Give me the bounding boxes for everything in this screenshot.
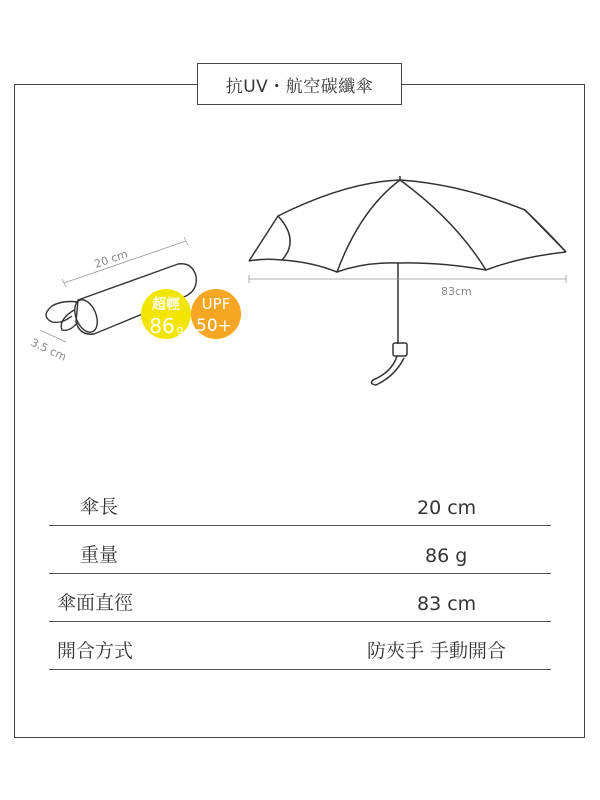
- open-diameter-label: 83cm: [441, 285, 472, 298]
- light-badge-weight: 86: [149, 314, 175, 338]
- upf-badge-line1: UPF: [201, 295, 231, 313]
- spec-value: 20 cm: [417, 497, 477, 519]
- folded-length-label: 20 cm: [92, 247, 130, 271]
- light-badge-line1: 超輕: [152, 297, 180, 313]
- spec-label: 傘長: [80, 496, 119, 518]
- upf-badge-line2: 50+: [196, 316, 232, 336]
- spec-label: 開合方式: [57, 640, 134, 662]
- folded-length-dimension: [62, 237, 188, 287]
- spec-label: 重量: [80, 544, 119, 566]
- spec-table: [49, 478, 551, 670]
- open-diameter-dimension: [249, 275, 566, 298]
- spec-value: 86 g: [425, 545, 468, 567]
- page-title-text: 抗UV・航空碳纖傘: [225, 76, 374, 97]
- spec-value: 83 cm: [417, 593, 477, 615]
- spec-row-opening: [49, 622, 551, 670]
- open-umbrella: [249, 176, 566, 385]
- spec-row-weight: [49, 526, 551, 574]
- light-weight-badge: [141, 289, 191, 339]
- spec-row-length: [49, 478, 551, 526]
- spec-label: 傘面直徑: [57, 592, 134, 614]
- light-badge-unit: g: [176, 323, 184, 336]
- spec-row-diameter: [49, 574, 551, 622]
- spec-value: 防夾手 手動開合: [367, 640, 507, 662]
- folded-width-label: 3.5 cm: [28, 335, 69, 364]
- folded-width-dimension: [29, 330, 69, 364]
- upf-badge: [191, 289, 241, 339]
